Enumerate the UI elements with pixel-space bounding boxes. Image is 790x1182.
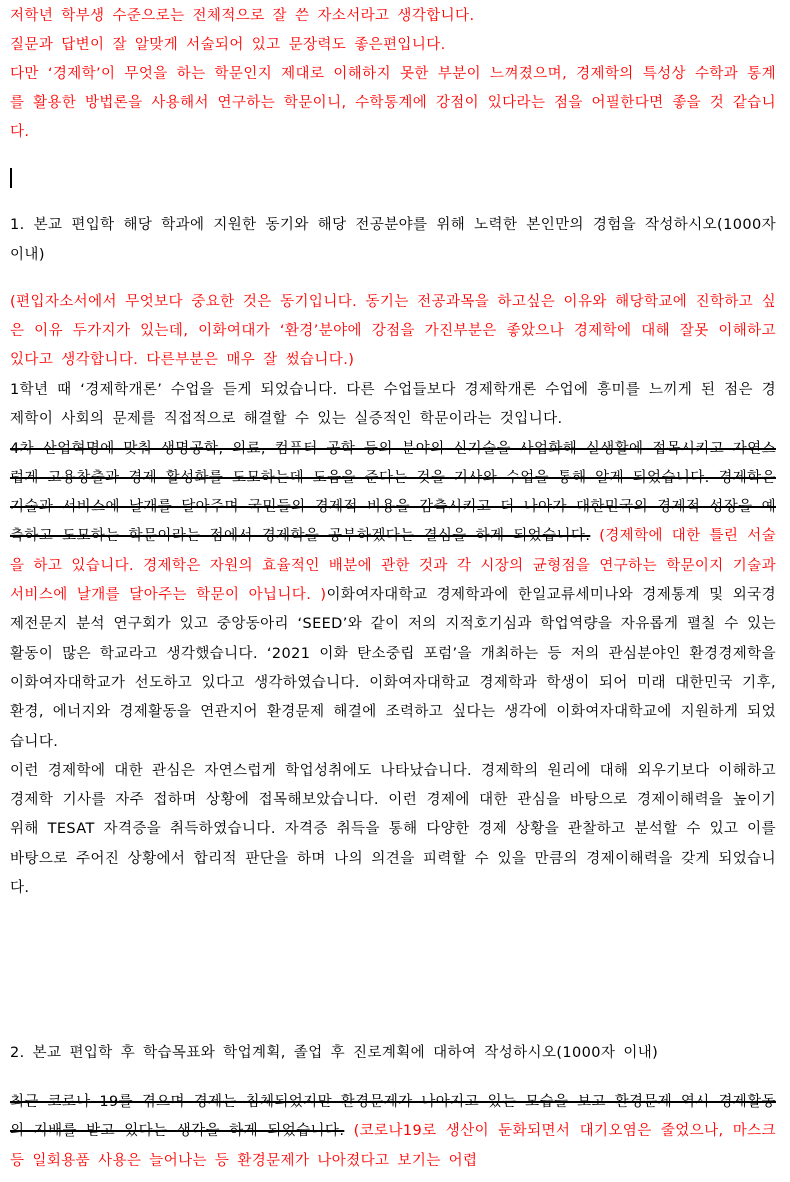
q1-answer-paragraph-2: 이런 경제학에 대한 관심은 자연스럽게 학업성취에도 나타났습니다. 경제학의 원리에 대해 외우기보다 이해하고 경제학 기사를 자주 접하며 상황에 접목해보았습니다. 이런 경제에 대한 관심을 바탕으로 경제이해력을 높이기 위해 TESAT 자격증을 취득하였습니다. 자격증 취득을 통해 다양한 경제 상황을 관찰하고 분석할 수 있고 이를 바탕으로 주어진 상황에서 합리적 판단을 하며 나의 의견을 피력할 수 있을 만큼의 경제이해력을 갖게 되었습니다.: [10, 762, 776, 897]
q1-answer-inline-comment: (경제학에 대한 틀린 서술을 하고 있습니다. 경제학은 자원의 효율적인 배분에 관한 것과 각 시장의 균형점을 연구하는 학문이지 기술과 서비스에 날개를 달아주는 학문이 아닙니다. ): [10, 528, 776, 604]
comment-line-3: 다만 ‘경제학’이 무엇을 하는 학문인지 제대로 이해하지 못한 부분이 느껴졌으며, 경제학의 특성상 수학과 통계를 활용한 방법론을 사용해서 연구하는 학문이니, 수학통계에 강점이 있다라는 점을 어필한다면 좋을 것 같습니다.: [10, 66, 776, 140]
q1-answer: [10, 376, 776, 903]
question-1: 1. 본교 편입학 해당 학과에 지원한 동기와 해당 전공분야를 위해 노력한 본인만의 경험을 작성하시오(1000자 이내): [10, 217, 776, 264]
q2-answer-struck-text: 최근 코로나 19를 겪으며 경제는 침체되었지만 환경문제가 나아지고 있는 모습을 보고 환경문제 역시 경제활동의 지배를 받고 있다는 생각을 하게 되었습니다.: [10, 1094, 776, 1140]
q1-reviewer-comment: (편입자소서에서 무엇보다 중요한 것은 동기입니다. 동기는 전공과목을 하고싶은 이유와 해당학교에 진학하고 싶은 이유 두가지가 있는데, 이화여대가 ‘환경’분야에 강점을 가진부분은 좋았으나 경제학에 대해 잘못 이해하고 있다고 생각합니다. 다른부분은 매우 잘 썼습니다.): [10, 294, 776, 368]
reviewer-top-comment: [10, 2, 776, 147]
q1-answer-intro: 1학년 때 ‘경제학개론’ 수업을 듣게 되었습니다. 다른 수업들보다 경제학개론 수업에 흥미를 느끼게 된 점은 경제학이 사회의 문제를 직접적으로 해결할 수 있는 실증적인 학문이라는 것입니다.: [10, 382, 776, 428]
text-cursor: [10, 168, 12, 188]
q2-answer-inline-comment: (코로나19로 생산이 둔화되면서 대기오염은 줄었으나, 마스크 등 일회용품 사용은 늘어나는 등 환경문제가 나아졌다고 보기는 어렵: [10, 1123, 776, 1169]
q1-answer-struck-text: 4차 산업혁명에 맞춰 생명공학, 의료, 컴퓨터 공학 등의 분야의 신기술을 사업화해 실생활에 접목시키고 자연스럽게 고용창출과 경제 활성화를 도모하는데 도움을 준다는 것을 기사와 수업을 통해 알게 되었습니다. 경제학은 기술과 서비스에 날개를 달아주며 국민들의 경제적 비용을 감축시키고 더 나아가 대한민국의 경제적 성장을 예측하고 도모하는 학문이라는 점에서 경제학을 공부하겠다는 결심을 하게 되었습니다.: [10, 440, 776, 545]
q2-answer-paragraph: [10, 1088, 776, 1176]
comment-line-1: 저학년 학부생 수준으로는 전체적으로 잘 쓴 자소서라고 생각합니다.: [10, 8, 475, 24]
q1-answer-paragraph-1: [10, 376, 776, 757]
q1-answer-rest: 이화여자대학교 경제학과에 한일교류세미나와 경제통계 및 외국경제전문지 분석 연구회가 있고 중앙동아리 ‘SEED’와 같이 저의 지적호기심과 학업역량을 자유롭게 펼칠 수 있는 활동이 많은 학교라고 생각했습니다. ‘2021 이화 탄소중립 포럼’을 개최하는 등 저의 관심분야인 환경경제학을 이화여자대학교가 선도하고 있다고 생각하였습니다. 이화여자대학교 경제학과 학생이 되어 미래 대한민국 기후, 환경, 에너지와 경제활동을 연관지어 환경문제 해결에 조력하고 싶다는 생각에 이화여자대학교에 지원하게 되었습니다.: [10, 587, 776, 750]
q2-answer: [10, 1088, 776, 1176]
comment-line-2: 질문과 답변이 잘 알맞게 서술되어 있고 문장력도 좋은편입니다.: [10, 37, 446, 53]
question-2: 2. 본교 편입학 후 학습목표와 학업계획, 졸업 후 진로계획에 대하여 작성하시오(1000자 이내): [10, 1045, 659, 1061]
